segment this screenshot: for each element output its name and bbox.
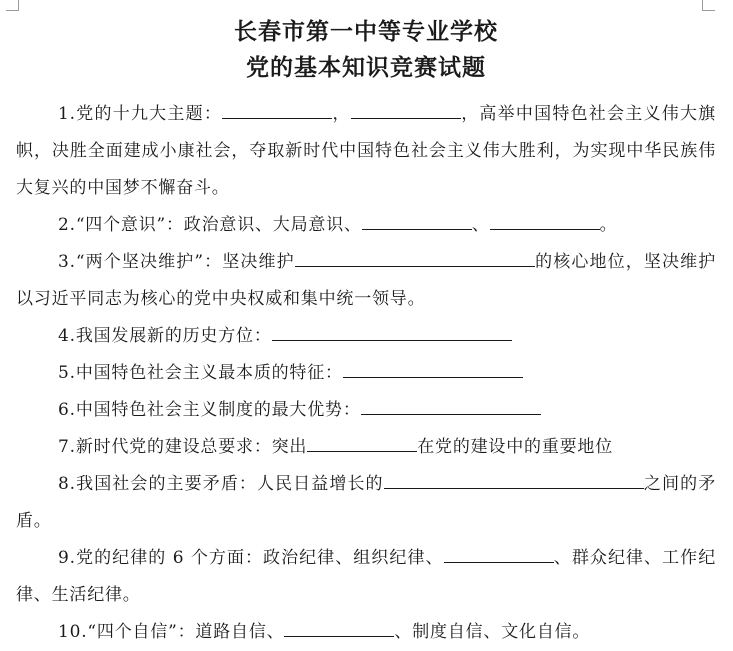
question-2 (16, 207, 716, 244)
question-1-blank-2[interactable] (351, 100, 461, 119)
question-2-prefix: 2.“四个意识”：政治意识、大局意识、 (58, 215, 362, 235)
question-7-prefix: 7.新时代党的建设总要求：突出 (58, 437, 308, 457)
question-3-prefix: 3.“两个坚决维护”：坚决维护 (58, 252, 295, 272)
question-list (16, 96, 716, 651)
question-8-rest: 之间的矛盾。 (16, 474, 716, 531)
question-3-rest: 的核心地位，坚决维护以习近平同志为核心的党中央权威和集中统一领导。 (16, 252, 716, 309)
question-7-rest: 在党的建设中的重要地位 (417, 437, 614, 457)
question-10 (16, 614, 716, 651)
page-corner-mark-right (702, 0, 715, 11)
question-8 (16, 466, 716, 540)
question-4-blank[interactable] (272, 322, 512, 341)
question-10-prefix: 10.“四个自信”：道路自信、 (58, 622, 285, 642)
page-corner-mark-left (6, 0, 19, 11)
question-2-blank-1[interactable] (362, 211, 472, 230)
question-6 (16, 392, 716, 429)
question-10-blank[interactable] (284, 618, 394, 637)
question-4 (16, 318, 716, 355)
question-6-blank[interactable] (361, 396, 541, 415)
question-5 (16, 355, 716, 392)
question-2-end: 。 (599, 215, 618, 235)
school-title: 长春市第一中等专业学校 (234, 19, 498, 45)
question-5-prefix: 5.中国特色社会主义最本质的特征： (58, 363, 343, 383)
question-3 (16, 244, 716, 318)
question-3-blank[interactable] (295, 248, 535, 267)
question-10-rest: 、制度自信、文化自信。 (394, 622, 591, 642)
question-7 (16, 429, 716, 466)
question-7-blank[interactable] (307, 433, 417, 452)
question-8-blank[interactable] (384, 470, 644, 489)
question-1-separator: ， (332, 104, 351, 124)
question-4-prefix: 4.我国发展新的历史方位： (58, 326, 272, 346)
document-page (16, 14, 716, 651)
question-2-blank-2[interactable] (490, 211, 600, 230)
question-9-prefix: 9.党的纪律的 6 个方面：政治纪律、组织纪律、 (58, 548, 444, 568)
question-1-rest: ，高举中国特色社会主义伟大旗帜，决胜全面建成小康社会，夺取新时代中国特色社会主义伟大胜利，为实现中华民族伟大复兴的中国梦不懈奋斗。 (16, 104, 716, 198)
question-1-prefix: 1.党的十九大主题： (58, 104, 223, 124)
question-9-rest: 、群众纪律、工作纪律、生活纪律。 (16, 548, 716, 605)
question-9 (16, 540, 716, 614)
question-5-blank[interactable] (343, 359, 523, 378)
exam-title: 党的基本知识竞赛试题 (246, 55, 486, 81)
question-9-blank[interactable] (444, 544, 554, 563)
question-1-blank-1[interactable] (222, 100, 332, 119)
question-2-separator: 、 (471, 215, 490, 235)
question-1 (16, 96, 716, 207)
question-6-prefix: 6.中国特色社会主义制度的最大优势： (58, 400, 361, 420)
question-8-prefix: 8.我国社会的主要矛盾：人民日益增长的 (58, 474, 384, 494)
